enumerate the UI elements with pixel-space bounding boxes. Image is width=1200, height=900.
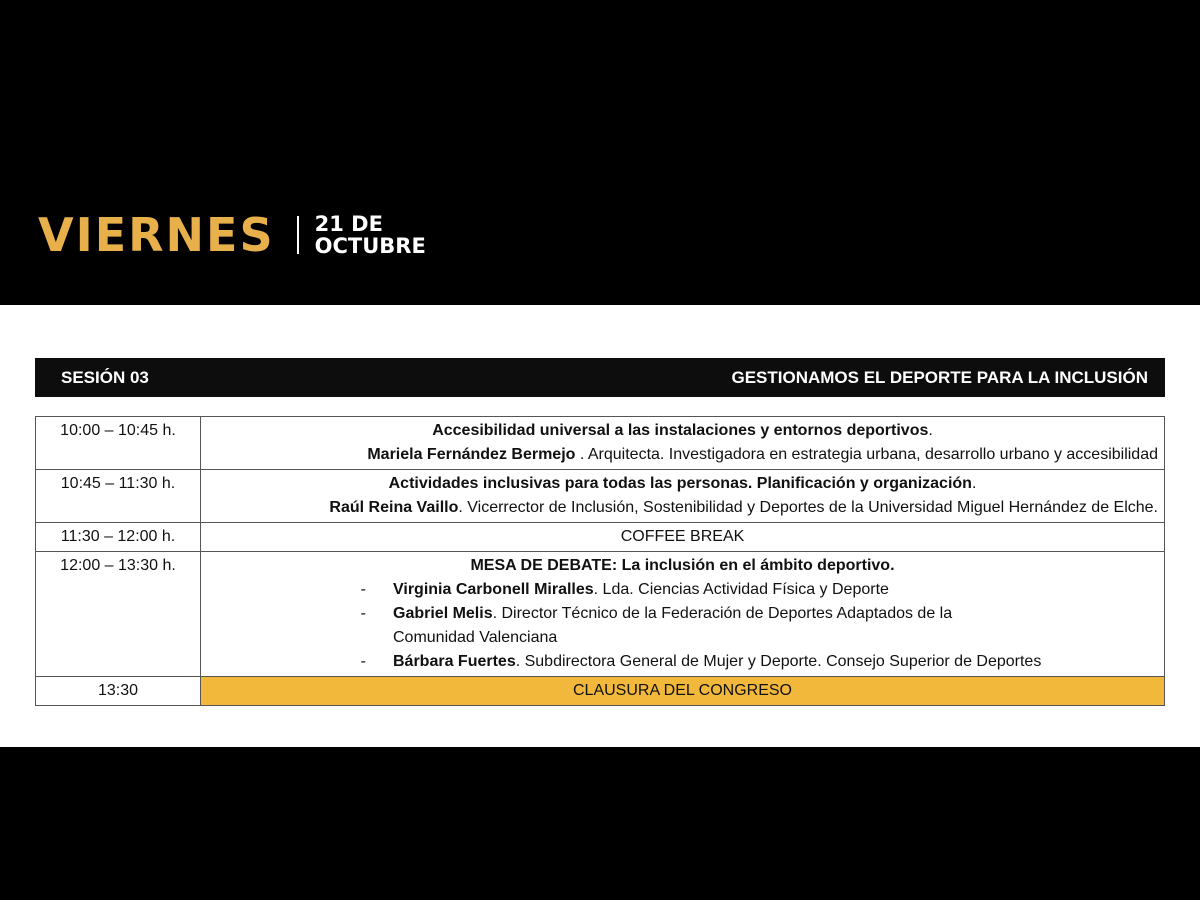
panelist-name: Bárbara Fuertes: [393, 653, 516, 670]
desc-cell: [201, 470, 1165, 523]
speaker-line: [207, 496, 1158, 520]
closing-cell: CLAUSURA DEL CONGRESO: [201, 677, 1165, 706]
time-cell: 10:45 – 11:30 h.: [36, 470, 201, 523]
time-cell: 10:00 – 10:45 h.: [36, 417, 201, 470]
talk-title: Accesibilidad universal a las instalaciones y entornos deportivos: [432, 422, 929, 439]
speaker-desc: . Arquitecta. Investigadora en estrategia urbana, desarrollo urbano y accesibilidad: [575, 446, 1158, 463]
time-cell: 11:30 – 12:00 h.: [36, 523, 201, 552]
table-row: [36, 552, 1165, 677]
session-title: GESTIONAMOS EL DEPORTE PARA LA INCLUSIÓN: [731, 367, 1148, 387]
debate-title: MESA DE DEBATE: La inclusión en el ámbito deportivo.: [470, 557, 895, 574]
speaker-desc: . Vicerrector de Inclusión, Sostenibilidad y Deportes de la Universidad Miguel Hernández de Elche.: [458, 499, 1158, 516]
date-line-2: OCTUBRE: [314, 234, 426, 258]
speaker-name: Raúl Reina Vaillo: [329, 499, 459, 516]
table-row: [36, 677, 1165, 706]
time-cell: 13:30: [36, 677, 201, 706]
list-item: [207, 650, 1158, 674]
talk-title-end: .: [928, 422, 933, 439]
speaker-name: Mariela Fernández Bermejo: [367, 446, 576, 463]
list-item: [207, 578, 1158, 602]
panelist-desc: . Director Técnico de la Federación de Deportes Adaptados de la Comunidad Valenciana: [393, 605, 953, 646]
header-band: [0, 0, 1200, 305]
talk-title: Actividades inclusivas para todas las personas. Planificación y organización: [388, 475, 972, 492]
table-row: [36, 523, 1165, 552]
schedule-page: [0, 305, 1200, 747]
talk-title-end: .: [971, 475, 977, 492]
panel-list: [207, 578, 1158, 674]
schedule-table: [35, 416, 1165, 706]
table-row: [36, 417, 1165, 470]
time-cell: 12:00 – 13:30 h.: [36, 552, 201, 677]
bullet-dash: -: [360, 653, 366, 670]
date-label: [315, 213, 426, 257]
session-bar: [35, 358, 1165, 397]
list-item: [207, 602, 1158, 650]
day-title: VIERNES: [38, 208, 275, 262]
panelist-name: Virginia Carbonell Miralles: [393, 581, 594, 598]
coffee-break-cell: COFFEE BREAK: [201, 523, 1165, 552]
panelist-desc: . Lda. Ciencias Actividad Física y Deporte: [593, 581, 889, 598]
date-line-1: 21 DE: [314, 212, 383, 236]
table-row: [36, 470, 1165, 523]
bullet-dash: -: [360, 605, 366, 622]
day-header: [38, 205, 426, 265]
speaker-line: [207, 443, 1158, 467]
desc-cell: [201, 417, 1165, 470]
footer-band: [0, 747, 1200, 900]
bullet-dash: -: [360, 581, 366, 598]
desc-cell: [201, 552, 1165, 677]
panelist-name: Gabriel Melis: [393, 605, 493, 622]
header-divider: [297, 216, 299, 254]
panelist-desc: . Subdirectora General de Mujer y Deporte. Consejo Superior de Deportes: [515, 653, 1042, 670]
session-label: SESIÓN 03: [61, 367, 149, 387]
